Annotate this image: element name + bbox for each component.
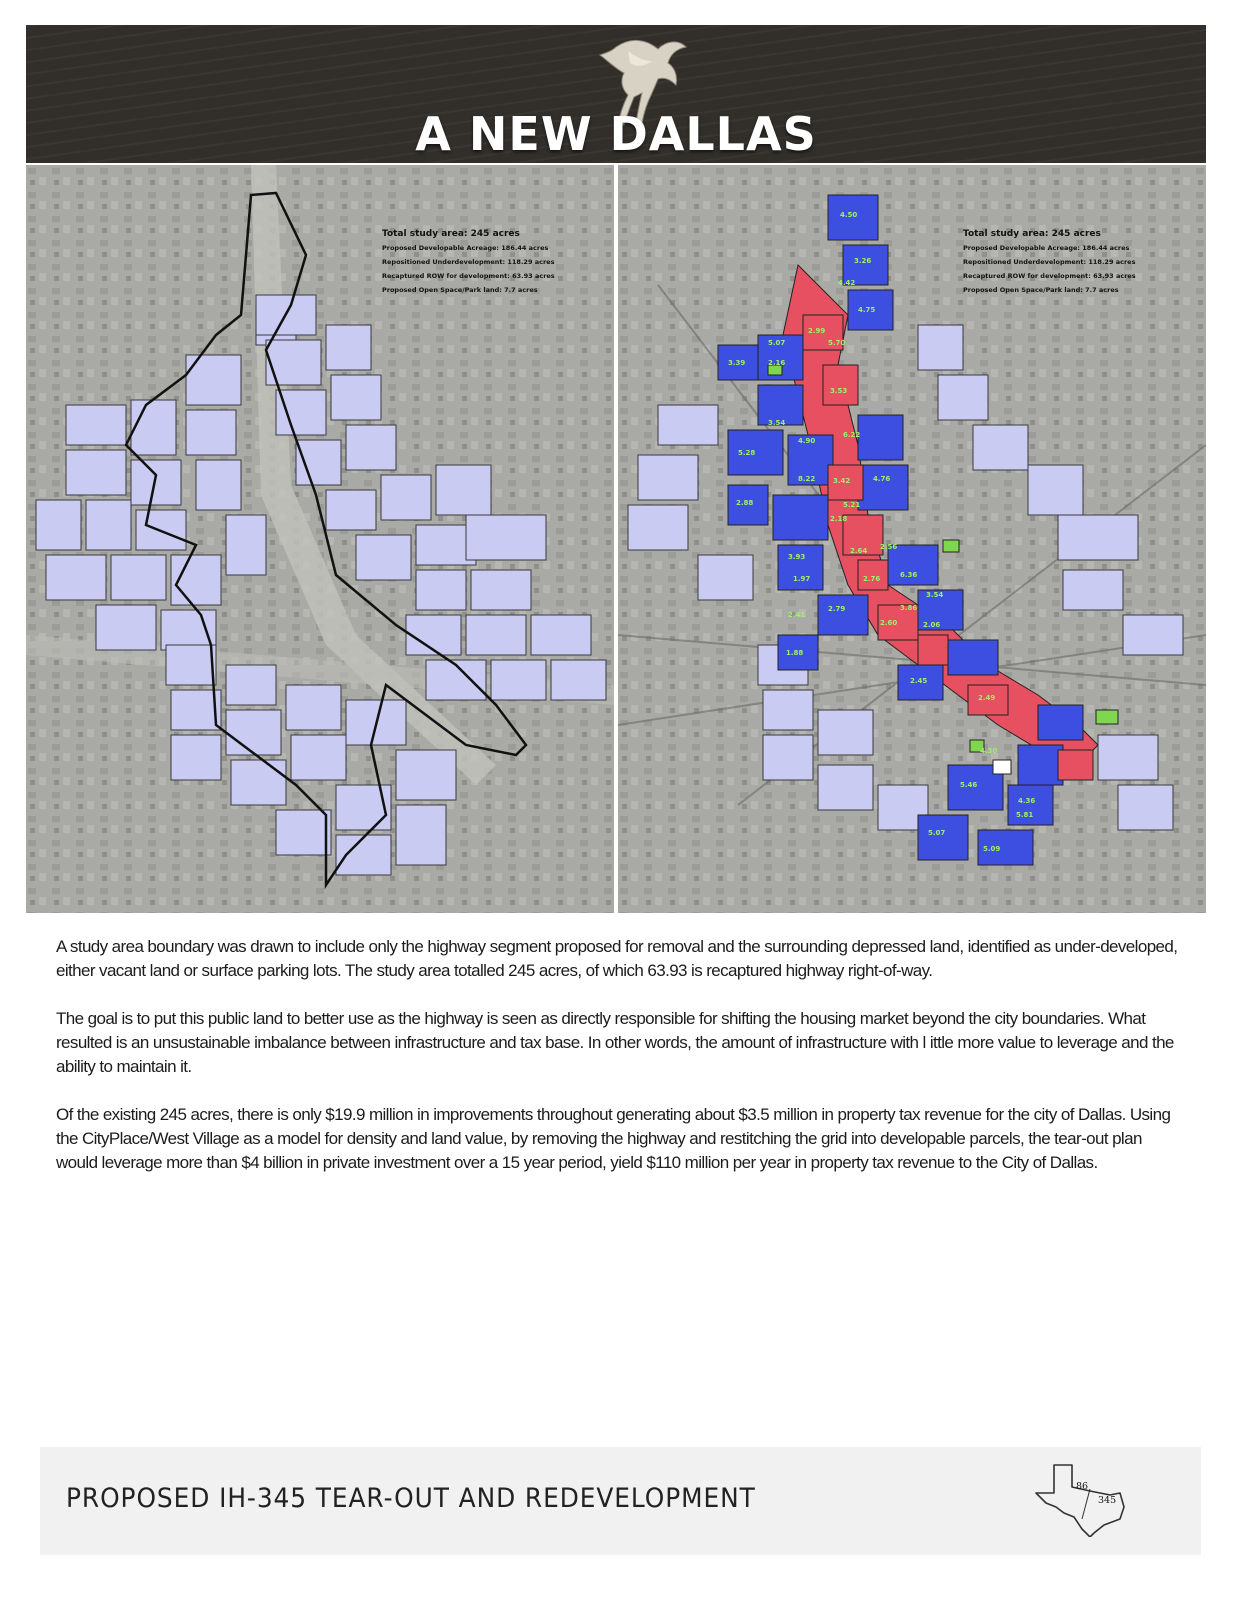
parcel-label: 2.56 (880, 543, 898, 551)
parcel-label: 2.99 (808, 327, 826, 335)
parcel-label: 3.54 (768, 419, 786, 427)
parcel-label: 2.18 (830, 515, 848, 523)
parcel-label: 4.42 (838, 279, 856, 287)
parcel-label: 3.93 (788, 553, 806, 561)
map-legend (963, 227, 1136, 297)
parcel-label: 2.06 (923, 621, 941, 629)
legend-open-space: Proposed Open Space/Park land: 7.7 acres (382, 286, 538, 294)
legend-repositioned: Repositioned Underdevelopment: 118.29 acres (382, 258, 555, 266)
footer (40, 1447, 1201, 1555)
parcel-label: 6.36 (900, 571, 918, 579)
legend-open-space: Proposed Open Space/Park land: 7.7 acres (963, 286, 1119, 294)
parcel-label: 2.49 (978, 694, 996, 702)
parcel-label: 2.64 (850, 547, 868, 555)
parcel-label: 1.88 (786, 649, 804, 657)
parcel-label: 5.70 (828, 339, 846, 347)
parcel-label: 4.50 (840, 211, 858, 219)
legend-total: Total study area: 245 acres (963, 229, 1101, 239)
parcel-label: 5.07 (928, 829, 946, 837)
parcel-label: 5.21 (843, 501, 861, 509)
header-banner (26, 25, 1206, 163)
legend-repositioned: Repositioned Underdevelopment: 118.29 acres (963, 258, 1136, 266)
parcel-label: 2.79 (828, 605, 846, 613)
parcel-label: 3.53 (830, 387, 848, 395)
parcel-label: 2.41 (788, 611, 806, 619)
parcel-label: 5.81 (1016, 811, 1034, 819)
parcel-label: 3.54 (926, 591, 944, 599)
paragraph-study-area: A study area boundary was drawn to include only the highway segment proposed for removal and the surrounding depressed land, identified as under-developed, either vacant land or surface parking lots. The study area totalled 245 acres, of which 63.93 is recaptured highway right-of-way. (56, 937, 1178, 980)
parcel-label: 4.90 (798, 437, 816, 445)
parcel-label: 3.86 (900, 604, 918, 612)
parcel-label: 1.97 (793, 575, 811, 583)
legend-developable: Proposed Developable Acreage: 186.44 acres (382, 244, 549, 252)
study-area-map (26, 165, 614, 913)
texas-outline-icon (1032, 1463, 1132, 1537)
parcel-label: 5.46 (960, 781, 978, 789)
parcel-label: 5.07 (768, 339, 786, 347)
parcel-label: 8.22 (798, 475, 816, 483)
legend-total: Total study area: 245 acres (382, 229, 520, 239)
parcel-label: 4.75 (858, 306, 876, 314)
legend-developable: Proposed Developable Acreage: 186.44 acres (963, 244, 1130, 252)
parcel-label: 3.42 (833, 477, 851, 485)
parcel-label: 2.45 (910, 677, 928, 685)
footer-title: PROPOSED IH-345 TEAR-OUT AND REDEVELOPMENT (66, 1483, 756, 1514)
map-legend (382, 227, 555, 297)
redevelopment-map (618, 165, 1206, 913)
parcel-label: 5.28 (738, 449, 756, 457)
legend-recaptured: Recaptured ROW for development: 63.93 acres (382, 272, 555, 280)
parcel-label: 2.88 (736, 499, 754, 507)
page-number-current: 86 (1076, 1481, 1089, 1492)
parcel-label: 2.16 (768, 359, 786, 367)
paragraph-goal: The goal is to put this public land to better use as the highway is seen as directly responsible for shifting the housing market beyond the city boundaries. What resulted is an unsustainable imbalance between infrastructure and tax base. In other words, the amount of infrastructure with l ittle more value to leverage and the ability to maintain it. (56, 1009, 1174, 1076)
legend-recaptured: Recaptured ROW for development: 63.93 acres (963, 272, 1136, 280)
parcel-label: 4.36 (1018, 797, 1036, 805)
paragraph-revenue: Of the existing 245 acres, there is only $19.9 million in improvements throughout generating about $3.5 million in property tax revenue for the city of Dallas. Using the CityPlace/West Village as a model for density and land value, by removing the highway and restitching the grid into developable parcels, the tear-out plan would leverage more than $4 billion in private investment over a 15 year period, yield $110 million per year in property tax revenue to the City of Dallas. (56, 1105, 1171, 1172)
page-number-total: 345 (1098, 1495, 1117, 1506)
body-text (56, 935, 1186, 1199)
page-title: A NEW DALLAS (415, 107, 817, 161)
parcel-label: 2.76 (863, 575, 881, 583)
parcel-label: 4.76 (873, 475, 891, 483)
parcel-label: 5.09 (983, 845, 1001, 853)
parcel-label: 3.39 (728, 359, 746, 367)
parcel-label: 4.30 (980, 747, 998, 755)
parcel-label: 6.22 (843, 431, 861, 439)
parcel-label: 2.60 (880, 619, 898, 627)
parcel-label: 3.26 (854, 257, 872, 265)
